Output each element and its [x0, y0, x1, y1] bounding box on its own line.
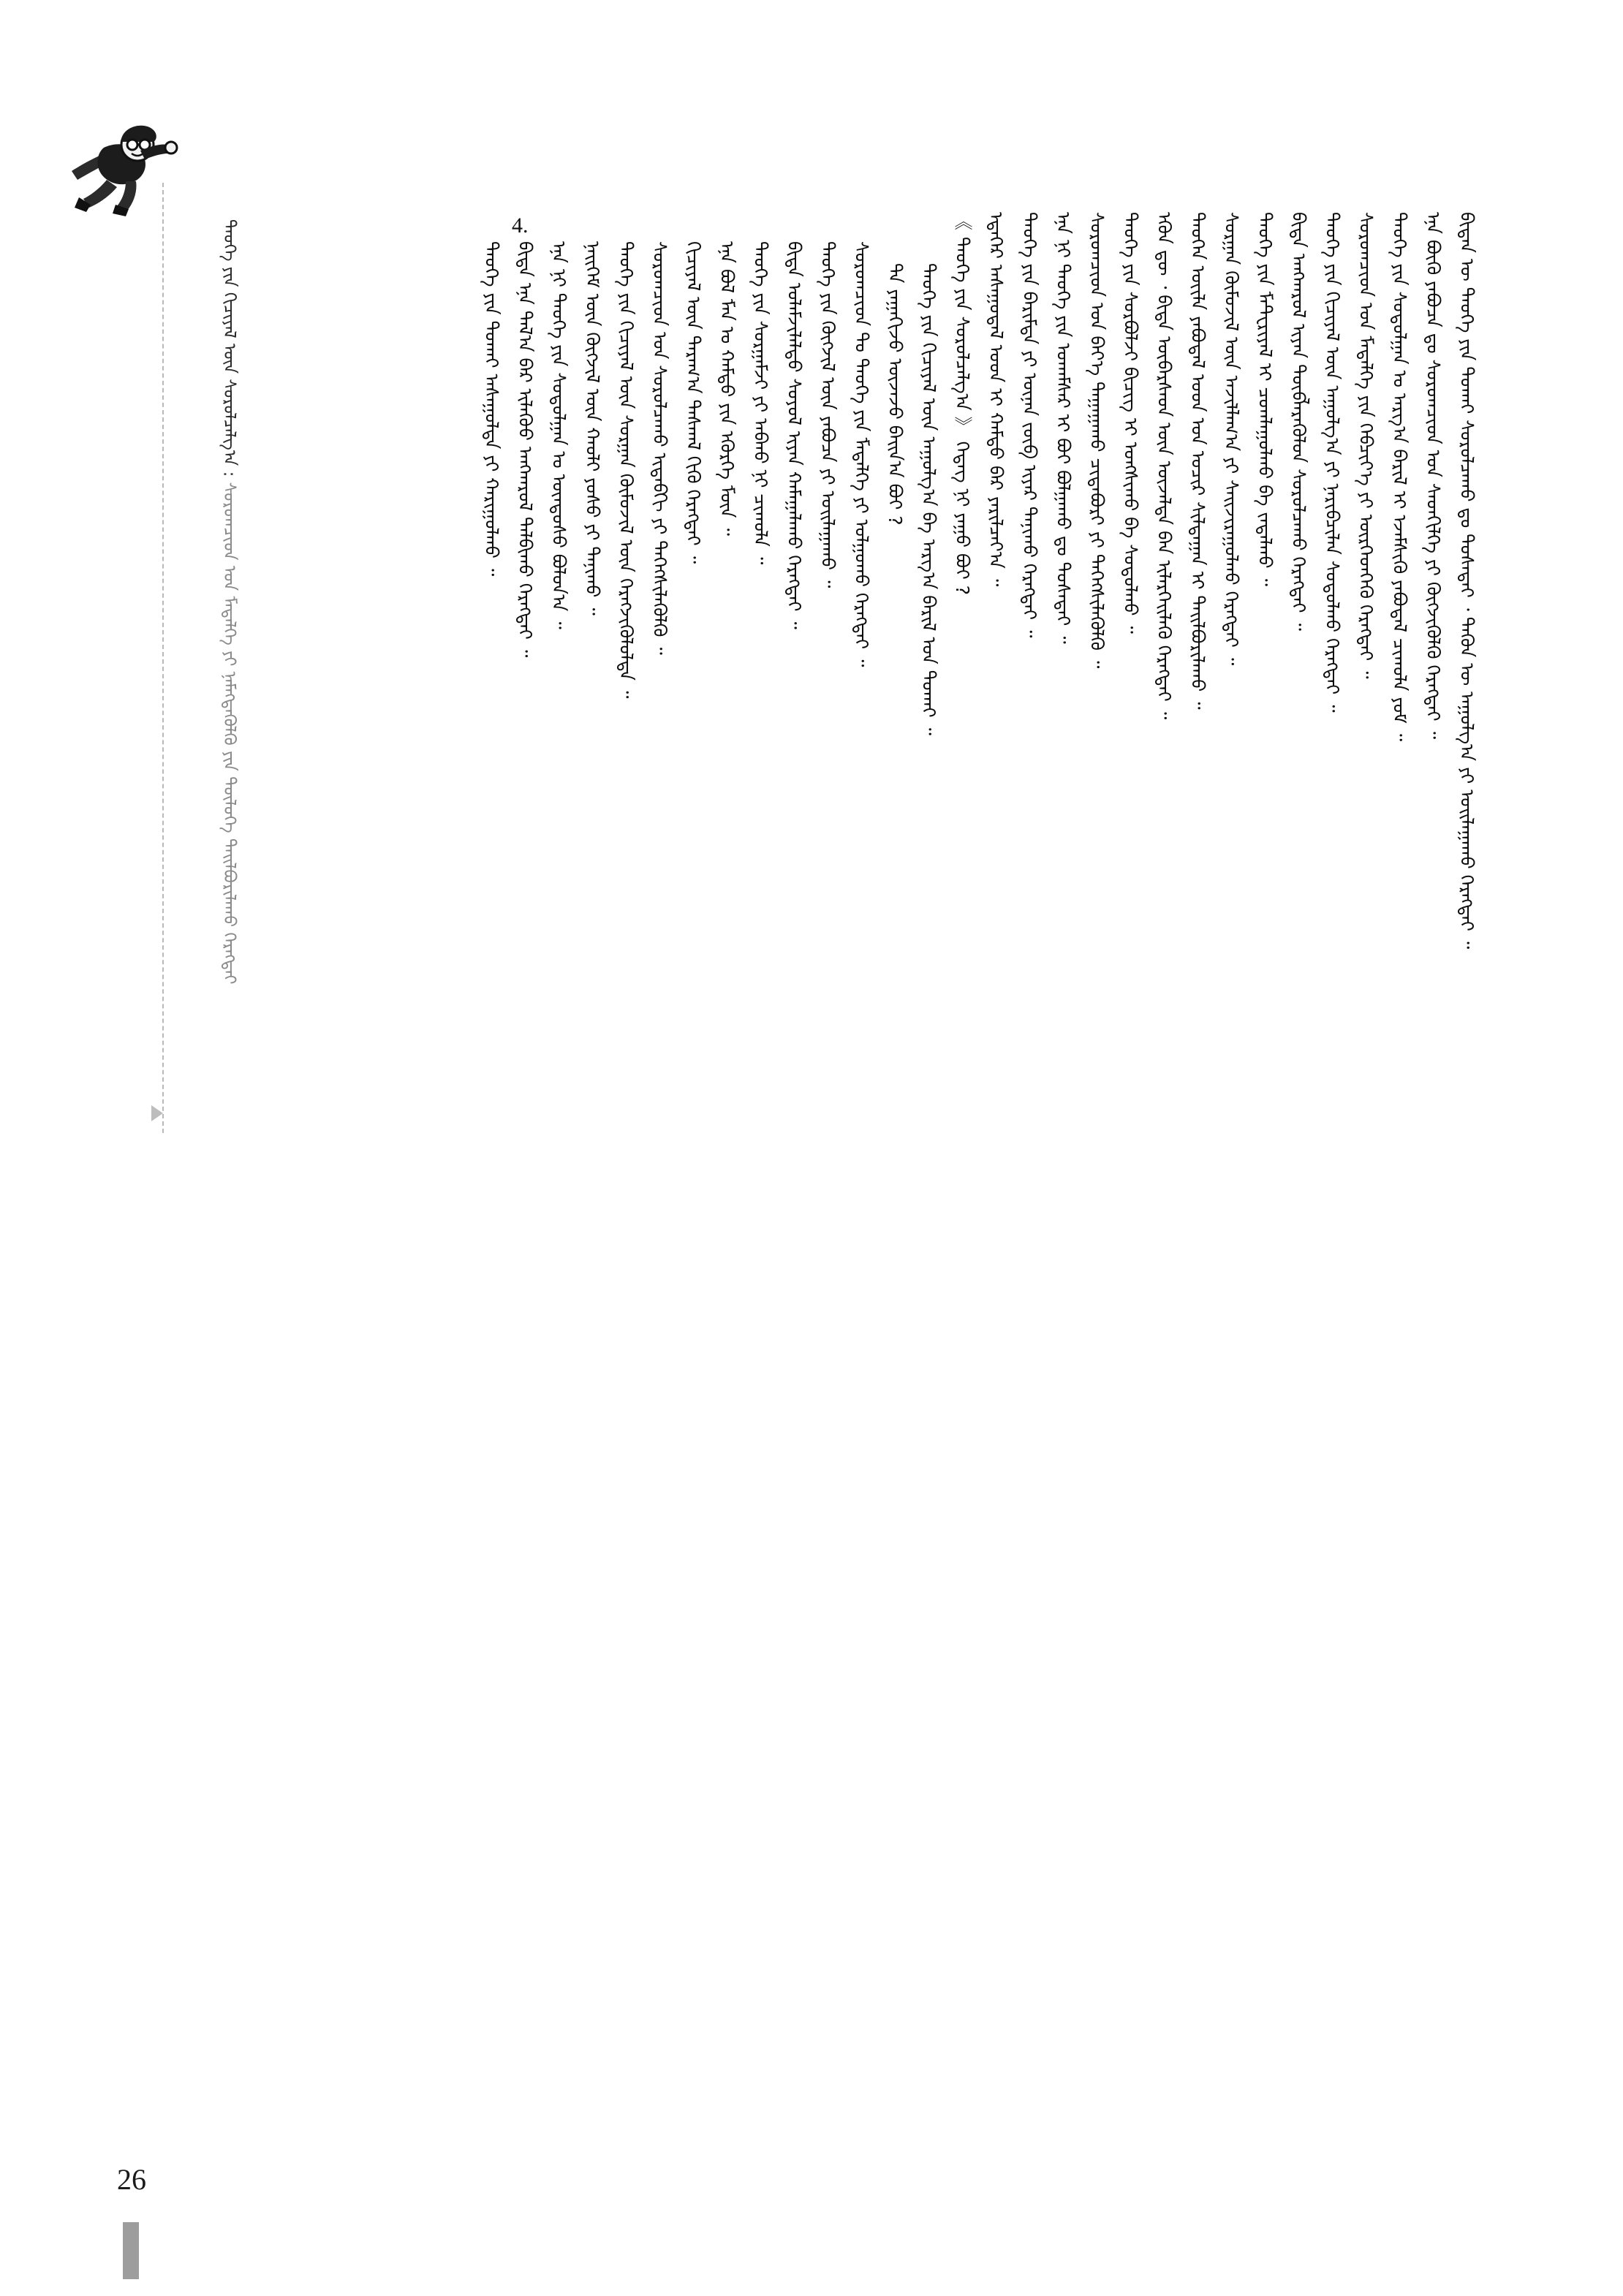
- text-column: ᠡᠨᠡ ᠪᠦᠬᠦ ᠶᠠᠪᠤᠴᠠ ᠳᠤ ᠰᠤᠷᠤᠭᠴᠢᠳ ᠤᠨ ᠰᠡᠳᠬᠢᠯᠭᠡ ᠶᠢ ᠬᠥᠭᠵᠢᠭᠦᠯᠬᠦ ᠬᠡᠷᠡᠭᠲᠡᠢ ᠃: [1423, 212, 1444, 740]
- page-number: 26: [117, 2163, 146, 2196]
- text-column: ᠡᠨᠡ ᠪᠣᠯ ᠮᠠᠨ ᠤ ᠬᠠᠮᠲᠤ ᠶᠢᠨ ᠡᠭᠦᠷᠭᠡ ᠮᠥᠨ ᠃: [716, 241, 738, 536]
- dashed-guide-arrow: [151, 1105, 163, 1121]
- text-column: ᠨᠡᠢᠭᠡᠮ ᠦᠨ ᠬᠥᠭᠵᠢᠯ ᠦᠨ ᠬᠠᠤᠯᠢ ᠶᠣᠰᠤ ᠶᠢ ᠲᠠᠨᠢᠬᠤ ᠃: [582, 241, 603, 615]
- side-note-body: ᠰᠤᠷᠤᠭᠴᠢᠳ ᠤᠨ ᠮᠡᠳᠡᠯᠭᠡ ᠶᠢ ᠨᠡᠮᠡᠭᠳᠡᠭᠦᠯᠬᠦ ᠶᠢᠨ ᠲᠥᠯᠥᠭᠡ ᠲᠠᠢᠯᠪᠤᠷᠢᠯᠠᠬᠤ ᠬᠡᠷᠡᠭᠲᠡᠢ: [219, 482, 239, 985]
- text-column: ᠰᠤᠷᠤᠭᠴᠢᠳ ᠲᠤ ᠲᠡᠦᠬᠡ ᠶᠢᠨ ᠮᠡᠳᠡᠯᠭᠡ ᠶᠢ ᠣᠯᠭᠤᠬᠤ ᠬᠡᠷᠡᠭᠲᠡᠢ ᠃: [851, 241, 872, 667]
- text-column: ᠲᠡᠦᠬᠡ ᠶᠢᠨ ᠲᠤᠬᠠᠢ ᠠᠰᠠᠭᠤᠯᠲᠠ ᠶᠢ ᠬᠠᠷᠢᠭᠤᠯᠬᠤ ᠃: [481, 241, 502, 577]
- text-column: ᠲᠠ ᠶᠠᠭᠠᠬᠢᠵᠤ ᠦᠵᠡᠵᠦ ᠪᠠᠢᠨ᠎ᠠ ᠪᠤᠢ ?: [885, 263, 906, 526]
- text-column: ᠰᠤᠷᠭᠠᠨ ᠬᠥᠮᠦᠵᠢᠯ ᠦᠨ ᠠᠵᠢᠯᠯᠠᠭ᠎ᠠ ᠶᠢ ᠰᠠᠢᠵᠢᠷᠠᠭᠤᠯᠬᠤ ᠬᠡᠷᠡᠭᠲᠡᠢ ᠃: [1221, 212, 1242, 666]
- text-column: ᠡᠭᠦᠨ ᠳᠦ ᠂ ᠪᠢᠳᠡ ᠥᠪᠡᠷᠰᠡᠳ ᠦᠨ ᠦᠵᠡᠯᠲᠡ ᠪᠡᠨ ᠢᠯᠡᠷᠬᠡᠢᠯᠡᠬᠦ ᠬᠡᠷᠡᠭᠲᠡᠢ ᠃: [1154, 212, 1175, 720]
- side-note-title: ᠲᠡᠦᠬᠡ ᠶᠢᠨ ᠬᠢᠴᠢᠶᠡᠯ ᠦᠨ ᠰᠤᠷᠤᠯᠴᠠᠯᠭ᠎ᠠ :: [219, 219, 239, 477]
- text-column: ᠪᠢᠳᠡ ᠠᠩᠬᠠᠷᠤᠯ ᠢᠶᠠᠨ ᠲᠥᠪᠯᠡᠷᠡᠭᠦᠯᠦᠨ ᠰᠤᠷᠤᠯᠴᠠᠬᠤ ᠬᠡᠷᠡᠭᠲᠡᠢ ᠃: [1288, 212, 1309, 631]
- text-column: ᠡᠨᠡ ᠨᠢ ᠲᠡᠦᠬᠡ ᠶᠢᠨ ᠰᠤᠳᠤᠯᠭᠠᠨ ᠤ ᠦᠨᠳᠦᠰᠦ ᠪᠣᠯᠤᠨ᠎ᠠ ᠃: [548, 241, 570, 629]
- text-column: ᠲᠡᠦᠬᠡ ᠶᠢᠨ ᠰᠤᠷᠪᠤᠯᠵᠢ ᠪᠢᠴᠢᠭ ᠢ ᠤᠩᠰᠢᠬᠤ ᠪᠠ ᠰᠤᠳᠤᠯᠬᠤ ᠃: [1120, 212, 1141, 634]
- text-column: ᠲᠡᠦᠬᠡ ᠶᠢᠨ ᠬᠥᠭᠵᠢᠯ ᠦᠨ ᠶᠠᠪᠤᠴᠠ ᠶᠢ ᠣᠢᠯᠠᠭᠠᠬᠤ ᠃: [817, 241, 839, 588]
- text-column: ᠲᠡᠦᠬᠡ ᠶᠢᠨ ᠬᠢᠴᠢᠶᠡᠯ ᠦᠨ ᠰᠤᠷᠭᠠᠨ ᠬᠥᠮᠦᠵᠢᠯ ᠦᠨ ᠬᠡᠷᠡᠭᠵᠢᠭᠦᠯᠦᠯᠲᠡ ᠃: [616, 241, 637, 699]
- text-column: ᠪᠢᠳᠡᠨ ᠦ ᠲᠡᠦᠬᠡ ᠶᠢᠨ ᠲᠤᠬᠠᠢ ᠰᠤᠷᠤᠯᠴᠠᠬᠤ ᠳᠤ ᠲᠤᠰᠠᠲᠠᠢ ᠂ ᠲᠡᠭᠦᠨ ᠦ ᠠᠭᠤᠯᠭ᠎ᠠ ᠶᠢ ᠤᠢᠯᠠᠭᠠᠬᠤ ᠬᠡᠷᠡᠭᠲᠡᠢ ᠃: [1456, 212, 1478, 950]
- running-student-illustration: [58, 117, 227, 227]
- text-column: ᠰᠤᠷᠤᠭᠴᠢᠳ ᠤᠨ ᠮᠡᠳᠡᠯᠭᠡ ᠶᠢᠨ ᠬᠡᠪᠴᠢᠶ᠎ᠡ ᠶᠢ ᠥᠷᠭᠡᠳᠬᠡᠬᠦ ᠬᠡᠷᠡᠭᠲᠡᠢ ᠃: [1355, 212, 1377, 679]
- text-column: ᠲᠡᠦᠬᠡᠨ ᠦᠢᠯᠡ ᠶᠠᠪᠤᠳᠠᠯ ᠤᠳ ᠤᠨ ᠤᠴᠢᠷ ᠰᠢᠯᠲᠠᠭᠠᠨ ᠢ ᠲᠠᠢᠯᠪᠤᠷᠢᠯᠠᠬᠤ ᠃: [1187, 212, 1208, 710]
- text-column: ᠲᠡᠦᠬᠡ ᠶᠢᠨ ᠰᠤᠷᠭᠠᠮᠵᠢ ᠶᠢ ᠠᠪᠬᠤ ᠨᠢ ᠴᠢᠬᠤᠯᠠ ᠃: [750, 241, 771, 565]
- text-column: 《 ᠲᠡᠦᠬᠡ ᠶᠢᠨ ᠰᠤᠷᠤᠯᠴᠠᠯᠭ᠎ᠠ 》 ᠭᠡᠳᠡᠭ ᠨᠢ ᠶᠠᠭᠤ ᠪᠤᠢ ?: [952, 212, 973, 596]
- text-column: ᠲᠡᠦᠬᠡ ᠶᠢᠨ ᠬᠢᠴᠢᠶᠡᠯ ᠦᠨ ᠠᠭᠤᠯᠭ᠎ᠠ ᠶᠢ ᠨᠠᠷᠢᠪᠴᠢᠯᠠᠨ ᠰᠤᠳᠤᠯᠬᠤ ᠬᠡᠷᠡᠭᠲᠡᠢ ᠃: [1322, 212, 1343, 713]
- text-column: ᠪᠢᠳᠡ ᠡᠨᠡ ᠲᠠᠯ᠎ᠠ ᠪᠠᠷ ᠢᠯᠡᠭᠦᠦ ᠠᠩᠬᠠᠷᠤᠯ ᠲᠠᠯᠪᠢᠬᠤ ᠬᠡᠷᠡᠭᠲᠡᠢ ᠃: [515, 241, 536, 658]
- text-column: ᠲᠡᠦᠬᠡ ᠶᠢᠨ ᠰᠤᠳᠤᠯᠭᠠᠨ ᠤ ᠠᠷᠭ᠎ᠠ ᠪᠠᠷᠢᠯ ᠢ ᠡᠵᠡᠮᠰᠢᠬᠦ ᠶᠠᠪᠤᠳᠠᠯ ᠴᠢᠬᠤᠯᠠ ᠶᠤᠮ ᠃: [1389, 212, 1410, 742]
- question-number: 4.: [512, 213, 529, 238]
- body-text: [168, 212, 1491, 2054]
- dashed-guide-line: [162, 183, 164, 1133]
- text-column: ᠬᠢᠴᠢᠶᠡᠯ ᠦᠨ ᠳᠠᠷᠠᠭ᠎ᠠ ᠳᠠᠰᠬᠠᠯ ᠬᠢᠬᠦ ᠬᠡᠷᠡᠭᠲᠡᠢ ᠃: [683, 241, 704, 564]
- text-column: ᠡᠳᠡᠭᠡᠷ ᠠᠰᠠᠭᠤᠳᠠᠯ ᠤᠳ ᠢ ᠬᠠᠮᠲᠤ ᠪᠠᠷ ᠶᠠᠷᠢᠯᠴᠠᠶ᠎ᠠ ᠃: [985, 212, 1007, 587]
- text-column: ᠲᠡᠦᠬᠡ ᠶᠢᠨ ᠪᠠᠷᠢᠮᠲᠠ ᠶᠢ ᠦᠨᠡᠨ ᠵᠥᠪ ᠢᠶᠡᠷ ᠲᠠᠨᠢᠬᠤ ᠬᠡᠷᠡᠭᠲᠡᠢ ᠃: [1019, 212, 1040, 638]
- text-column: ᠲᠡᠦᠬᠡ ᠶᠢᠨ ᠮᠠᠲ᠋ᠧᠷᠢᠶᠠᠯ ᠢ ᠴᠤᠭᠯᠠᠭᠤᠯᠬᠤ ᠪᠠ ᠵᠠᠳᠠᠯᠬᠤ ᠃: [1255, 212, 1276, 586]
- text-column: ᠲᠡᠦᠬᠡ ᠶᠢᠨ ᠬᠢᠴᠢᠶᠡᠯ ᠦᠨ ᠠᠭᠤᠯᠭ᠎ᠠ ᠪᠠ ᠠᠷᠭ᠎ᠠ ᠪᠠᠷᠢᠯ ᠤᠨ ᠲᠤᠬᠠᠢ ᠃: [918, 263, 939, 735]
- text-column: ᠪᠢᠳᠡ ᠤᠯᠠᠮᠵᠢᠯᠠᠯᠲᠤ ᠰᠤᠶᠤᠯ ᠢᠶᠠᠨ ᠬᠠᠮᠠᠭᠠᠯᠠᠬᠤ ᠬᠡᠷᠡᠭᠲᠡᠢ ᠃: [784, 241, 805, 629]
- text-column: ᠰᠤᠷᠤᠭᠴᠢᠳ ᠤᠨ ᠪᠡᠶ᠎ᠡ ᠳᠠᠭᠠᠭᠠᠬᠤ ᠴᠢᠳᠠᠪᠤᠷᠢ ᠶᠢ ᠳᠡᠭᠡᠭᠰᠢᠯᠡᠭᠦᠯᠬᠦ ᠃: [1086, 212, 1108, 669]
- text-column: ᠡᠨᠡ ᠨᠢ ᠲᠡᠦᠬᠡ ᠶᠢᠨ ᠤᠬᠠᠮᠰᠠᠷ ᠢ ᠪᠤᠢ ᠪᠣᠯᠭᠠᠬᠤ ᠳᠤ ᠲᠤᠰᠠᠲᠠᠢ ᠃: [1053, 212, 1074, 644]
- page-footer-bar: [123, 2222, 139, 2279]
- text-column: ᠰᠤᠷᠤᠭᠴᠢᠳ ᠤᠨ ᠰᠤᠷᠤᠯᠴᠠᠬᠤ ᠢᠳᠡᠪᠬᠢ ᠶᠢ ᠳᠡᠭᠡᠭᠰᠢᠯᠡᠭᠦᠯᠬᠦ ᠃: [649, 241, 670, 655]
